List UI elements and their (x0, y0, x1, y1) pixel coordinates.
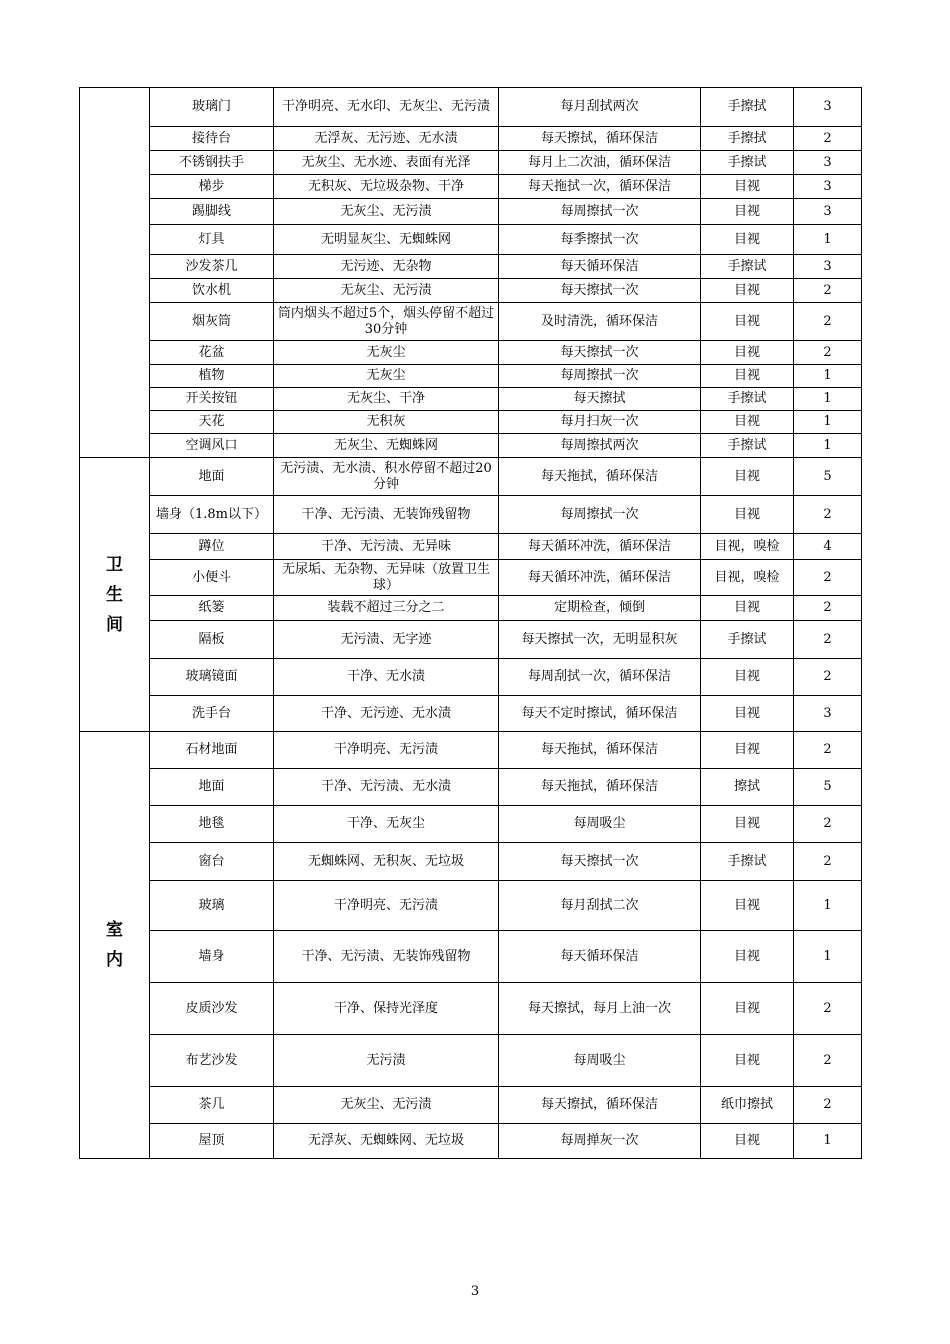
frequency-cell: 每月刮拭二次 (499, 881, 701, 931)
method-cell: 手擦拭 (701, 127, 794, 151)
table-row (80, 303, 862, 341)
item-cell: 屋顶 (150, 1124, 274, 1159)
item-cell: 隔板 (150, 621, 274, 659)
item-cell: 茶几 (150, 1087, 274, 1124)
frequency-cell: 每天不定时擦试，循环保洁 (499, 696, 701, 732)
score-cell: 5 (794, 458, 862, 496)
frequency-cell: 每周吸尘 (499, 1035, 701, 1087)
standard-cell: 干净明亮、无水印、无灰尘、无污渍 (274, 88, 499, 127)
method-cell: 手擦拭 (701, 88, 794, 127)
score-cell: 2 (794, 1087, 862, 1124)
frequency-cell: 每天擦拭一次，无明显积灰 (499, 621, 701, 659)
method-cell: 目视 (701, 659, 794, 696)
frequency-cell: 每天拖拭，循环保洁 (499, 732, 701, 769)
item-cell: 植物 (150, 365, 274, 388)
standard-cell: 无污渍 (274, 1035, 499, 1087)
table-row (80, 769, 862, 806)
standard-cell: 干净、无污渍、无异味 (274, 534, 499, 560)
standard-cell: 无积灰、无垃圾杂物、干净 (274, 175, 499, 199)
frequency-cell: 每天循环冲洗，循环保洁 (499, 560, 701, 596)
table-row (80, 931, 862, 983)
frequency-cell: 每天擦拭 (499, 388, 701, 411)
method-cell: 目视 (701, 341, 794, 365)
method-cell: 手擦试 (701, 843, 794, 881)
table-row (80, 596, 862, 621)
item-cell: 蹲位 (150, 534, 274, 560)
score-cell: 2 (794, 341, 862, 365)
score-cell: 4 (794, 534, 862, 560)
item-cell: 天花 (150, 411, 274, 434)
score-cell: 2 (794, 732, 862, 769)
score-cell: 1 (794, 411, 862, 434)
table-row (80, 843, 862, 881)
table-row (80, 255, 862, 279)
method-cell: 目视 (701, 696, 794, 732)
frequency-cell: 每天循环保洁 (499, 255, 701, 279)
table-row (80, 696, 862, 732)
frequency-cell: 每天拖拭，循环保洁 (499, 458, 701, 496)
table-row (80, 175, 862, 199)
score-cell: 3 (794, 255, 862, 279)
item-cell: 饮水机 (150, 279, 274, 303)
method-cell: 擦拭 (701, 769, 794, 806)
item-cell: 玻璃门 (150, 88, 274, 127)
item-cell: 地面 (150, 458, 274, 496)
table-row (80, 659, 862, 696)
method-cell: 目视 (701, 279, 794, 303)
standard-cell: 干净、无污渍、无水渍 (274, 769, 499, 806)
score-cell: 2 (794, 983, 862, 1035)
standard-cell: 无灰尘、无蜘蛛网 (274, 434, 499, 458)
method-cell: 目视 (701, 365, 794, 388)
score-cell: 2 (794, 303, 862, 341)
standard-cell: 无积灰 (274, 411, 499, 434)
score-cell: 3 (794, 175, 862, 199)
item-cell: 梯步 (150, 175, 274, 199)
method-cell: 目视 (701, 411, 794, 434)
table-row (80, 411, 862, 434)
frequency-cell: 每天擦拭一次 (499, 341, 701, 365)
table-row (80, 341, 862, 365)
standard-cell: 干净明亮、无污渍 (274, 881, 499, 931)
method-cell: 目视，嗅检 (701, 560, 794, 596)
frequency-cell: 及时清洗，循环保洁 (499, 303, 701, 341)
item-cell: 石材地面 (150, 732, 274, 769)
table-row (80, 496, 862, 534)
table-row (80, 225, 862, 255)
item-cell: 墙身 (150, 931, 274, 983)
standard-cell: 干净、无水渍 (274, 659, 499, 696)
score-cell: 2 (794, 127, 862, 151)
frequency-cell: 每天擦拭一次 (499, 279, 701, 303)
standard-cell: 无灰尘、无污渍 (274, 279, 499, 303)
score-cell: 2 (794, 659, 862, 696)
frequency-cell: 每月扫灰一次 (499, 411, 701, 434)
frequency-cell: 每周擦拭一次 (499, 496, 701, 534)
item-cell: 地毯 (150, 806, 274, 843)
frequency-cell: 定期检查，倾倒 (499, 596, 701, 621)
standard-cell: 干净、无灰尘 (274, 806, 499, 843)
method-cell: 目视 (701, 732, 794, 769)
score-cell: 2 (794, 843, 862, 881)
method-cell: 目视 (701, 496, 794, 534)
score-cell: 1 (794, 881, 862, 931)
score-cell: 3 (794, 88, 862, 127)
frequency-cell: 每季擦拭一次 (499, 225, 701, 255)
table-row (80, 127, 862, 151)
frequency-cell: 每周擦拭一次 (499, 365, 701, 388)
section-label: 卫 生 间 (80, 458, 150, 732)
table-row (80, 983, 862, 1035)
item-cell: 灯具 (150, 225, 274, 255)
table-row (80, 560, 862, 596)
score-cell: 1 (794, 388, 862, 411)
item-cell: 沙发茶几 (150, 255, 274, 279)
method-cell: 纸巾擦拭 (701, 1087, 794, 1124)
standard-cell: 无灰尘 (274, 341, 499, 365)
page-number: 3 (470, 1284, 480, 1299)
standard-cell: 干净明亮、无污渍 (274, 732, 499, 769)
item-cell: 玻璃镜面 (150, 659, 274, 696)
method-cell: 目视 (701, 199, 794, 225)
item-cell: 不锈钢扶手 (150, 151, 274, 175)
method-cell: 目视 (701, 1124, 794, 1159)
item-cell: 小便斗 (150, 560, 274, 596)
score-cell: 1 (794, 365, 862, 388)
table-row (80, 279, 862, 303)
frequency-cell: 每周吸尘 (499, 806, 701, 843)
item-cell: 布艺沙发 (150, 1035, 274, 1087)
item-cell: 玻璃 (150, 881, 274, 931)
frequency-cell: 每天循环冲洗，循环保洁 (499, 534, 701, 560)
standard-cell: 无浮灰、无污迹、无水渍 (274, 127, 499, 151)
item-cell: 花盆 (150, 341, 274, 365)
method-cell: 目视 (701, 983, 794, 1035)
standard-cell: 无污迹、无杂物 (274, 255, 499, 279)
standard-cell: 无污渍、无字迹 (274, 621, 499, 659)
method-cell: 手擦试 (701, 388, 794, 411)
table-row (80, 365, 862, 388)
standard-cell: 干净、无污渍、无装饰残留物 (274, 931, 499, 983)
method-cell: 目视 (701, 931, 794, 983)
section-label: 室 内 (80, 732, 150, 1159)
frequency-cell: 每天擦拭，每月上油一次 (499, 983, 701, 1035)
cleaning-standards-table (79, 87, 862, 1159)
score-cell: 2 (794, 279, 862, 303)
item-cell: 地面 (150, 769, 274, 806)
method-cell: 目视 (701, 458, 794, 496)
standard-cell: 无浮灰、无蜘蛛网、无垃圾 (274, 1124, 499, 1159)
item-cell: 洗手台 (150, 696, 274, 732)
standard-cell: 无灰尘、干净 (274, 388, 499, 411)
standard-cell: 无尿垢、无杂物、无异味（放置卫生球） (274, 560, 499, 596)
score-cell: 5 (794, 769, 862, 806)
standard-cell: 无灰尘、无污渍 (274, 1087, 499, 1124)
standard-cell: 干净、保持光泽度 (274, 983, 499, 1035)
score-cell: 2 (794, 560, 862, 596)
table-row (80, 1035, 862, 1087)
item-cell: 接待台 (150, 127, 274, 151)
table-row (80, 458, 862, 496)
method-cell: 目视，嗅检 (701, 534, 794, 560)
method-cell: 目视 (701, 225, 794, 255)
table-row (80, 806, 862, 843)
frequency-cell: 每天擦拭一次 (499, 843, 701, 881)
frequency-cell: 每月上二次油，循环保洁 (499, 151, 701, 175)
standard-cell: 无灰尘、无水迹、表面有光泽 (274, 151, 499, 175)
table-row (80, 88, 862, 127)
method-cell: 目视 (701, 175, 794, 199)
standard-cell: 干净、无污迹、无水渍 (274, 696, 499, 732)
frequency-cell: 每周刮拭一次，循环保洁 (499, 659, 701, 696)
item-cell: 墙身（1.8m以下） (150, 496, 274, 534)
item-cell: 空调风口 (150, 434, 274, 458)
table-row (80, 732, 862, 769)
standard-cell: 无灰尘、无污渍 (274, 199, 499, 225)
standard-cell: 无灰尘 (274, 365, 499, 388)
frequency-cell: 每天拖拭，循环保洁 (499, 769, 701, 806)
method-cell: 手擦试 (701, 621, 794, 659)
table-row (80, 621, 862, 659)
frequency-cell: 每天擦拭，循环保洁 (499, 1087, 701, 1124)
standard-cell: 无蜘蛛网、无积灰、无垃圾 (274, 843, 499, 881)
table-row (80, 1087, 862, 1124)
frequency-cell: 每天拖拭一次，循环保洁 (499, 175, 701, 199)
score-cell: 1 (794, 1124, 862, 1159)
frequency-cell: 每周擦拭两次 (499, 434, 701, 458)
standard-cell: 无明显灰尘、无蜘蛛网 (274, 225, 499, 255)
score-cell: 2 (794, 806, 862, 843)
table-row (80, 881, 862, 931)
frequency-cell: 每周擦拭一次 (499, 199, 701, 225)
method-cell: 目视 (701, 806, 794, 843)
section-label (80, 88, 150, 458)
score-cell: 2 (794, 621, 862, 659)
score-cell: 3 (794, 696, 862, 732)
table-row (80, 1124, 862, 1159)
item-cell: 开关按钮 (150, 388, 274, 411)
method-cell: 目视 (701, 1035, 794, 1087)
score-cell: 1 (794, 225, 862, 255)
method-cell: 手擦试 (701, 434, 794, 458)
table-row (80, 534, 862, 560)
item-cell: 烟灰筒 (150, 303, 274, 341)
standard-cell: 装载不超过三分之二 (274, 596, 499, 621)
frequency-cell: 每天循环保洁 (499, 931, 701, 983)
score-cell: 2 (794, 596, 862, 621)
frequency-cell: 每月刮拭两次 (499, 88, 701, 127)
standard-cell: 筒内烟头不超过5个，烟头停留不超过30分钟 (274, 303, 499, 341)
method-cell: 目视 (701, 303, 794, 341)
item-cell: 皮质沙发 (150, 983, 274, 1035)
table-row (80, 151, 862, 175)
item-cell: 纸篓 (150, 596, 274, 621)
method-cell: 目视 (701, 596, 794, 621)
table-row (80, 199, 862, 225)
score-cell: 2 (794, 496, 862, 534)
method-cell: 目视 (701, 881, 794, 931)
score-cell: 1 (794, 434, 862, 458)
item-cell: 踢脚线 (150, 199, 274, 225)
score-cell: 3 (794, 199, 862, 225)
frequency-cell: 每周掸灰一次 (499, 1124, 701, 1159)
score-cell: 3 (794, 151, 862, 175)
method-cell: 手擦试 (701, 151, 794, 175)
frequency-cell: 每天擦拭，循环保洁 (499, 127, 701, 151)
score-cell: 2 (794, 1035, 862, 1087)
table-row (80, 434, 862, 458)
score-cell: 1 (794, 931, 862, 983)
item-cell: 窗台 (150, 843, 274, 881)
table-body (80, 88, 862, 1159)
table-row (80, 388, 862, 411)
standard-cell: 干净、无污渍、无装饰残留物 (274, 496, 499, 534)
standard-cell: 无污渍、无水渍、积水停留不超过20分钟 (274, 458, 499, 496)
method-cell: 手擦试 (701, 255, 794, 279)
